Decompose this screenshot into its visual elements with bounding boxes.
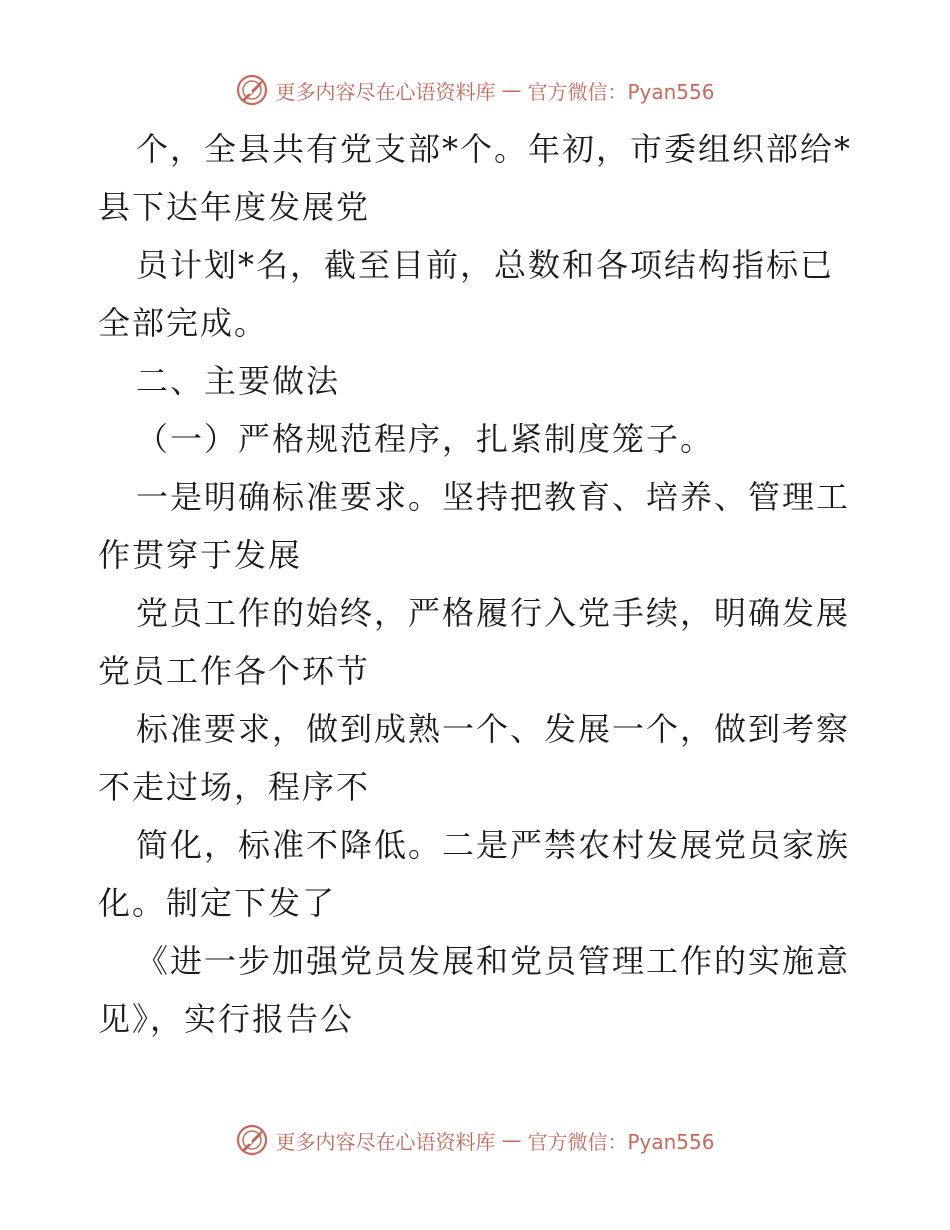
section-heading xyxy=(98,352,858,410)
paragraph-line: 一是明确标准要求。坚持把教育、培养、管理工 xyxy=(136,478,851,516)
paragraph-line: 县下达年度发展党 xyxy=(98,188,371,226)
paragraph-line: 不走过场，程序不 xyxy=(98,768,371,806)
paragraph-line: 全部完成。 xyxy=(98,304,269,342)
paragraph-line: 个，全县共有党支部*个。年初，市委组织部给* xyxy=(136,130,853,168)
pen-logo-icon xyxy=(235,1123,269,1157)
header-watermark xyxy=(0,70,950,110)
subsection-heading xyxy=(98,410,858,468)
paragraph-line: 《进一步加强党员发展和党员管理工作的实施意 xyxy=(136,942,851,980)
watermark-main-text: 更多内容尽在心语资料库 xyxy=(275,1129,496,1154)
watermark-wechat-text: 官方微信：Pyan556 xyxy=(527,79,715,104)
document-body xyxy=(98,120,858,1048)
paragraph xyxy=(98,700,858,816)
watermark-separator: — xyxy=(501,1128,522,1152)
paragraph-line: 简化，标准不降低。二是严禁农村发展党员家族 xyxy=(136,826,851,864)
paragraph-line: 化。制定下发了 xyxy=(98,884,337,922)
watermark-main-text: 更多内容尽在心语资料库 xyxy=(275,79,496,104)
paragraph xyxy=(98,584,858,700)
paragraph-line: 员计划*名，截至目前，总数和各项结构指标已 xyxy=(136,246,835,284)
pen-logo-icon xyxy=(235,73,269,107)
paragraph xyxy=(98,120,858,236)
watermark-separator: — xyxy=(501,78,522,102)
paragraph-line: 标准要求，做到成熟一个、发展一个，做到考察 xyxy=(136,710,851,748)
watermark-wechat-text: 官方微信：Pyan556 xyxy=(527,1129,715,1154)
paragraph-line: 见》，实行报告公 xyxy=(98,1000,355,1038)
paragraph xyxy=(98,236,858,352)
paragraph xyxy=(98,468,858,584)
footer-watermark xyxy=(0,1120,950,1160)
paragraph-line: 党员工作各个环节 xyxy=(98,652,371,690)
paragraph-line: （一）严格规范程序，扎紧制度笼子。 xyxy=(136,420,715,458)
paragraph-line: 党员工作的始终，严格履行入党手续，明确发展 xyxy=(136,594,851,632)
paragraph xyxy=(98,932,858,1048)
paragraph-line: 作贯穿于发展 xyxy=(98,536,303,574)
paragraph-line: 二、主要做法 xyxy=(136,362,341,400)
paragraph xyxy=(98,816,858,932)
